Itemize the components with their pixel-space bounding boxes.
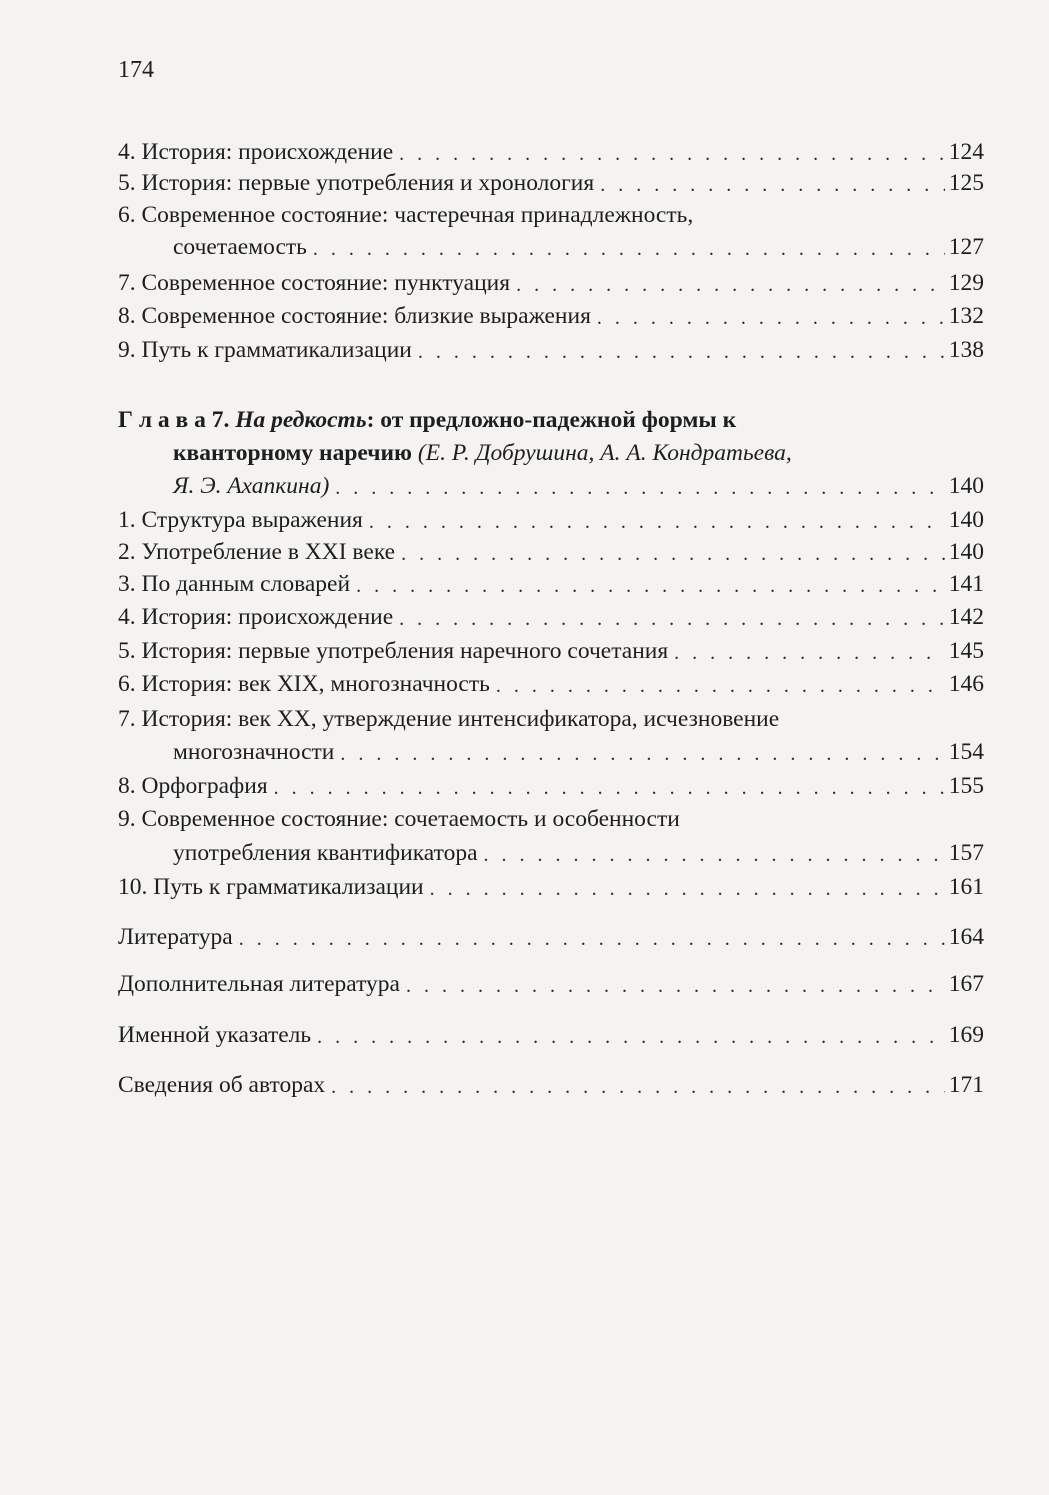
toc-leader-dots xyxy=(496,671,945,701)
toc-entry xyxy=(118,600,984,634)
toc-leader-dots xyxy=(369,507,945,537)
toc-entry-label: Сведения об авторах xyxy=(118,1072,326,1098)
chapter-heading xyxy=(118,403,736,437)
toc-entry-page: 164 xyxy=(948,924,984,950)
toc-entry xyxy=(118,870,984,904)
toc-leader-dots xyxy=(399,604,945,634)
toc-entry-label: 7. Современное состояние: пунктуация xyxy=(118,270,511,296)
toc-entry-page: 140 xyxy=(948,507,984,533)
toc-entry xyxy=(118,135,984,169)
toc-entry-label: 5. История: первые употребления и хронология xyxy=(118,170,595,196)
toc-leader-dots xyxy=(399,139,945,169)
chapter-title-cont: кванторному наречию xyxy=(173,440,413,466)
toc-entry-page: 155 xyxy=(948,773,984,799)
toc-entry-page: 157 xyxy=(948,840,984,866)
toc-entry xyxy=(118,1018,984,1052)
toc-entry-page: 146 xyxy=(948,671,984,697)
toc-leader-dots xyxy=(516,270,945,300)
toc-leader-dots xyxy=(484,840,945,870)
toc-entry-page: 127 xyxy=(948,234,984,260)
toc-leader-dots xyxy=(430,874,945,904)
toc-entry xyxy=(118,567,984,601)
toc-leader-dots xyxy=(331,1072,945,1102)
toc-entry-label: Литература xyxy=(118,924,233,950)
toc-entry-page: 171 xyxy=(948,1072,984,1098)
toc-leader-dots xyxy=(274,773,945,803)
toc-leader-dots xyxy=(340,739,944,769)
toc-entry-page: 140 xyxy=(948,473,984,499)
toc-leader-dots xyxy=(600,170,945,200)
toc-entry-page: 138 xyxy=(948,337,984,363)
toc-entry xyxy=(118,634,984,668)
toc-leader-dots xyxy=(406,971,945,1001)
toc-entry-page: 129 xyxy=(948,270,984,296)
chapter-prefix: Г л а в а 7. xyxy=(118,407,230,433)
toc-entry-label: 6. Современное состояние: частеречная принадлежность, xyxy=(118,202,694,228)
page-number: 174 xyxy=(118,57,154,83)
toc-entry xyxy=(118,333,984,367)
toc-entry xyxy=(118,503,984,537)
toc-entry xyxy=(118,299,984,333)
toc-entry-page: 169 xyxy=(948,1022,984,1048)
toc-entry-page: 145 xyxy=(948,638,984,664)
toc-entry-label: 8. Орфография xyxy=(118,773,268,799)
toc-entry xyxy=(118,667,984,701)
toc-leader-dots xyxy=(597,303,945,333)
chapter-heading-line-2 xyxy=(173,436,792,470)
toc-entry xyxy=(173,230,984,264)
toc-leader-dots xyxy=(674,638,945,668)
chapter-authors: Я. Э. Ахапкина) xyxy=(173,473,330,499)
toc-entry-label: 9. Современное состояние: сочетаемость и особенности xyxy=(118,806,680,832)
toc-entry-page: 142 xyxy=(948,604,984,630)
toc-entry xyxy=(118,166,984,200)
toc-leader-dots xyxy=(335,473,944,503)
toc-entry-page: 161 xyxy=(948,874,984,900)
toc-leader-dots xyxy=(356,571,945,601)
toc-entry xyxy=(118,266,984,300)
toc-entry xyxy=(118,535,984,569)
toc-entry xyxy=(173,836,984,870)
toc-entry xyxy=(173,735,984,769)
toc-leader-dots xyxy=(418,337,945,367)
toc-leader-dots xyxy=(313,234,945,264)
toc-entry-label: 5. История: первые употребления наречного сочетания xyxy=(118,638,669,664)
toc-entry-label: 4. История: происхождение xyxy=(118,604,394,630)
toc-entry xyxy=(118,967,984,1001)
chapter-authors: (Е. Р. Добрушина, А. А. Кондратьева, xyxy=(417,440,792,466)
chapter-title: : от предложно-падежной формы к xyxy=(366,407,737,433)
chapter-title-italic: На редкость xyxy=(235,407,367,433)
toc-entry-page: 167 xyxy=(948,971,984,997)
toc-entry-page: 140 xyxy=(948,539,984,565)
toc-entry-page: 125 xyxy=(948,170,984,196)
toc-entry xyxy=(118,920,984,954)
toc-entry-label: Именной указатель xyxy=(118,1022,312,1048)
toc-entry-label: употребления квантификатора xyxy=(173,840,478,866)
toc-entry-label: сочетаемость xyxy=(173,234,307,260)
toc-entry-page: 124 xyxy=(948,139,984,165)
toc-entry-label: многозначности xyxy=(173,739,335,765)
toc-entry xyxy=(118,769,984,803)
toc-entry-label: 1. Структура выражения xyxy=(118,507,363,533)
toc-entry-label: 10. Путь к грамматикализации xyxy=(118,874,424,900)
toc-leader-dots xyxy=(317,1022,945,1052)
toc-entry-label: 4. История: происхождение xyxy=(118,139,394,165)
toc-leader-dots xyxy=(401,539,945,569)
toc-leader-dots xyxy=(239,924,945,954)
toc-entry-page: 154 xyxy=(948,739,984,765)
toc-entry-label: 8. Современное состояние: близкие выражения xyxy=(118,303,591,329)
toc-entry-label: 7. История: век XX, утверждение интенсификатора, исчезновение xyxy=(118,706,780,732)
toc-entry-label: 2. Употребление в XXI веке xyxy=(118,539,396,565)
toc-entry-label: 9. Путь к грамматикализации xyxy=(118,337,412,363)
toc-entry-page: 132 xyxy=(948,303,984,329)
toc-entry xyxy=(173,469,984,503)
toc-entry-label: Дополнительная литература xyxy=(118,971,400,997)
toc-entry-label: 6. История: век XIX, многозначность xyxy=(118,671,490,697)
toc-entry-page: 141 xyxy=(948,571,984,597)
toc-entry xyxy=(118,1068,984,1102)
toc-entry-label: 3. По данным словарей xyxy=(118,571,351,597)
